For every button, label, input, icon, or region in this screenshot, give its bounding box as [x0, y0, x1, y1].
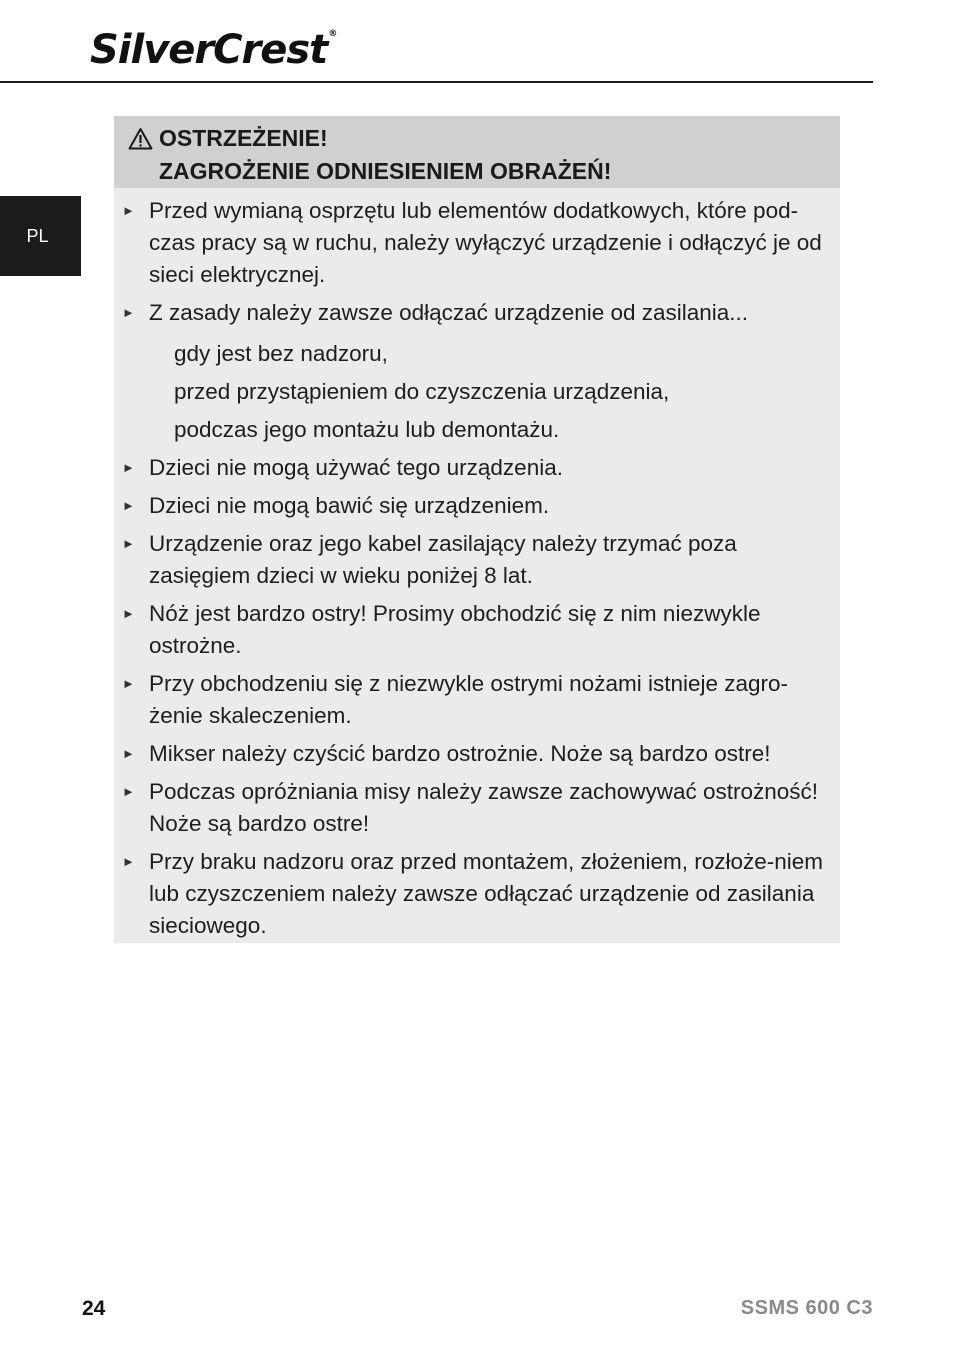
- page-number: 24: [82, 1297, 106, 1320]
- warning-subtitle: ZAGROŻENIE ODNIESIENIEM OBRAŻEŃ!: [159, 158, 612, 184]
- sublist: [122, 338, 824, 446]
- warning-header: [114, 116, 840, 188]
- list-item-text: Podczas opróżniania misy należy zawsze zachowywać ostrożność! Noże są bardzo ostre!: [149, 779, 819, 836]
- sublist-item: przed przystąpieniem do czyszczenia urządzenia,: [174, 379, 670, 404]
- list-item: [122, 195, 824, 291]
- bullet-arrow-icon: ►: [122, 676, 135, 691]
- list-item: [122, 776, 824, 840]
- language-label: PL: [26, 225, 49, 246]
- language-tab: [0, 196, 81, 276]
- list-item: [122, 452, 824, 484]
- list-item-text: Dzieci nie mogą używać tego urządzenia.: [149, 455, 563, 480]
- bullet-arrow-icon: ►: [122, 498, 135, 513]
- bullet-arrow-icon: ►: [122, 854, 135, 869]
- sublist-item: gdy jest bez nadzoru,: [174, 341, 388, 366]
- list-item: [122, 528, 824, 592]
- list-item: [122, 297, 824, 329]
- list-item-text: Mikser należy czyścić bardzo ostrożnie. Noże są bardzo ostre!: [149, 741, 771, 766]
- warning-title: OSTRZEŻENIE!: [159, 125, 328, 151]
- warning-triangle-icon: [128, 127, 153, 150]
- model-number: SSMS 600 C3: [740, 1297, 873, 1319]
- warning-list: [114, 188, 840, 942]
- bullet-arrow-icon: ►: [122, 203, 135, 218]
- brand-logo-text: SilverCrest: [90, 27, 328, 73]
- bullet-arrow-icon: ►: [122, 746, 135, 761]
- list-item: [122, 668, 824, 732]
- bullet-arrow-icon: ►: [122, 536, 135, 551]
- list-item-text: Przy obchodzeniu się z niezwykle ostrymi nożami istnieje zagro-żenie skaleczeniem.: [149, 671, 789, 728]
- sublist-item: podczas jego montażu lub demontażu.: [174, 417, 560, 442]
- list-item-text: Urządzenie oraz jego kabel zasilający należy trzymać poza zasięgiem dzieci w wieku poniżej 8 lat.: [149, 531, 737, 588]
- list-item: [122, 490, 824, 522]
- list-item: [122, 598, 824, 662]
- bullet-arrow-icon: ►: [122, 305, 135, 320]
- bullet-arrow-icon: ►: [122, 784, 135, 799]
- brand-logo: [90, 27, 338, 73]
- header-divider: [0, 81, 873, 83]
- list-item-text: Dzieci nie mogą bawić się urządzeniem.: [149, 493, 550, 518]
- warning-box: [114, 116, 840, 943]
- list-item-text: Przy braku nadzoru oraz przed montażem, złożeniem, rozłoże-niem lub czyszczeniem należy zawsze odłączać urządzenie od zasilania sieciowego.: [149, 849, 824, 938]
- list-item-text: Z zasady należy zawsze odłączać urządzenie od zasilania...: [149, 300, 749, 325]
- list-item: [122, 738, 824, 770]
- registered-mark: ®: [328, 29, 338, 39]
- bullet-arrow-icon: ►: [122, 606, 135, 621]
- bullet-arrow-icon: ►: [122, 460, 135, 475]
- list-item-text: Nóż jest bardzo ostry! Prosimy obchodzić się z nim niezwykle ostrożne.: [149, 601, 761, 658]
- list-item-text: Przed wymianą osprzętu lub elementów dodatkowych, które pod-czas pracy są w ruchu, należy wyłączyć urządzenie i odłączyć je od sieci elektrycznej.: [149, 198, 822, 287]
- list-item: [122, 846, 824, 942]
